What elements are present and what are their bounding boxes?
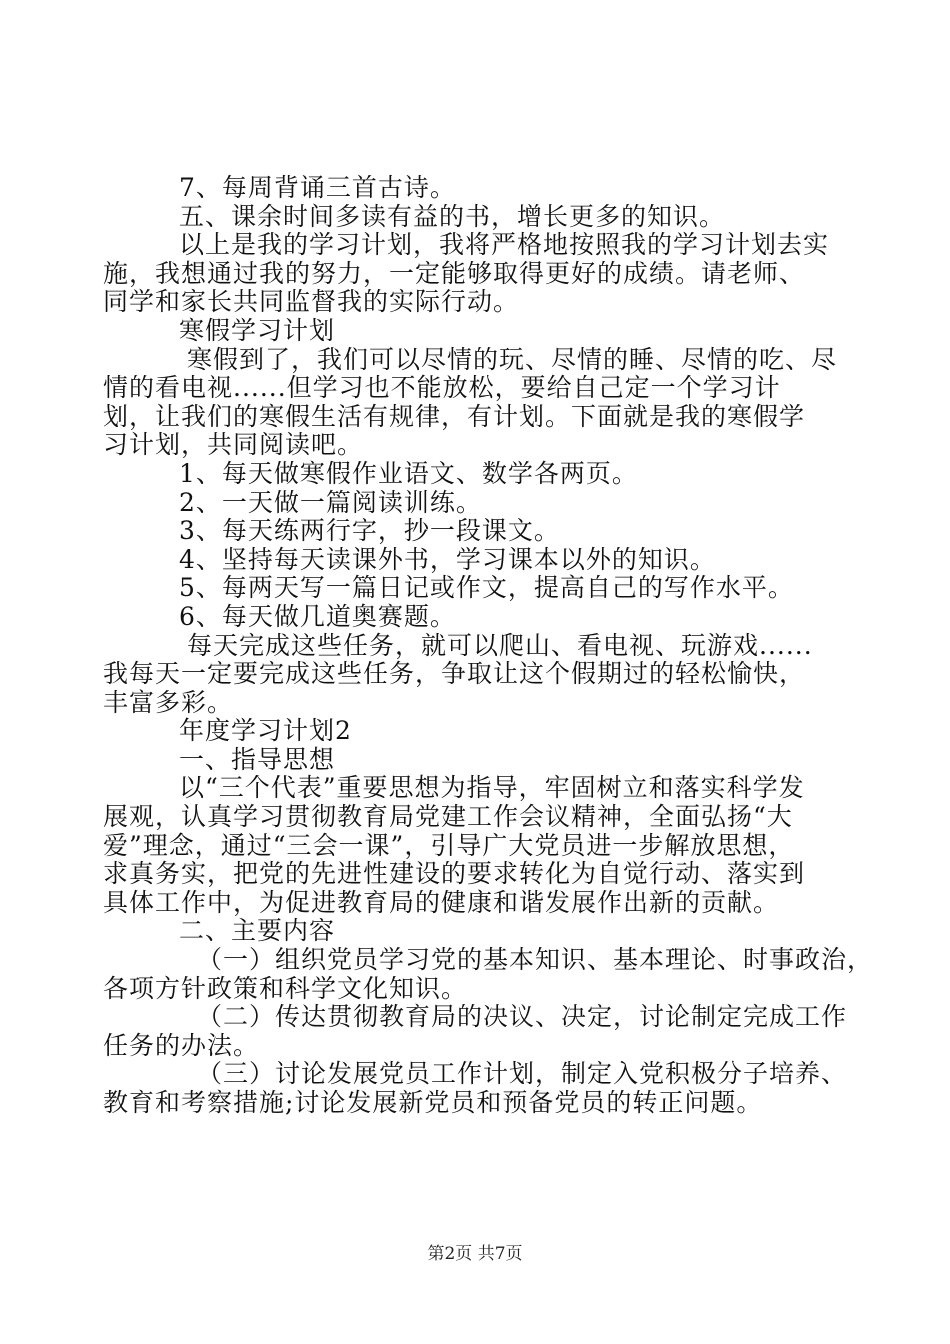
text-line: 习计划，共同阅读吧。 bbox=[103, 430, 364, 460]
text-line: 展观，认真学习贯彻教育局党建工作会议精神，全面弘扬“大 bbox=[103, 802, 793, 832]
text-line: 4、坚持每天读课外书，学习课本以外的知识。 bbox=[179, 544, 716, 574]
document-body bbox=[103, 173, 874, 1118]
text-line: 寒假到了，我们可以尽情的玩、尽情的睡、尽情的吃、尽 bbox=[187, 344, 838, 374]
text-line: 具体工作中，为促进教育局的健康和谐发展作出新的贡献。 bbox=[103, 887, 780, 917]
text-line: 丰富多彩。 bbox=[103, 687, 234, 717]
text-line: 年度学习计划2 bbox=[179, 716, 352, 746]
text-line: 寒假学习计划 bbox=[179, 315, 336, 345]
text-line: 二、主要内容 bbox=[179, 916, 336, 946]
text-line: 5、每两天写一篇日记或作文，提高自己的写作水平。 bbox=[179, 573, 794, 603]
text-line: 教育和考察措施;讨论发展新党员和预备党员的转正问题。 bbox=[103, 1088, 763, 1117]
text-line: （一）组织党员学习党的基本知识、基本理论、时事政治， bbox=[197, 945, 874, 975]
text-line: 求真务实，把党的先进性建设的要求转化为自觉行动、落实到 bbox=[103, 859, 806, 889]
text-line: 任务的办法。 bbox=[103, 1030, 260, 1060]
text-line: （二）传达贯彻教育局的决议、决定，讨论制定完成工作 bbox=[197, 1002, 848, 1032]
text-line: 情的看电视......但学习也不能放松，要给自己定一个学习计 bbox=[103, 373, 781, 403]
text-line: 各项方针政策和科学文化知识。 bbox=[103, 973, 468, 1003]
text-line: 五、课余时间多读有益的书，增长更多的知识。 bbox=[179, 201, 726, 231]
text-line: 以“三个代表”重要思想为指导，牢固树立和落实科学发 bbox=[179, 773, 805, 803]
text-line: 2、一天做一篇阅读训练。 bbox=[179, 487, 482, 517]
text-line: 爱”理念，通过“三会一课”，引导广大党员进一步解放思想， bbox=[103, 830, 795, 860]
text-line: 6、每天做几道奥赛题。 bbox=[179, 601, 456, 631]
text-line: 我每天一定要完成这些任务，争取让这个假期过的轻松愉快， bbox=[103, 659, 806, 689]
text-line: （三）讨论发展党员工作计划，制定入党积极分子培养、 bbox=[197, 1059, 848, 1089]
text-line: 每天完成这些任务，就可以爬山、看电视、玩游戏...... bbox=[187, 630, 813, 660]
text-line: 一、指导思想 bbox=[179, 744, 336, 774]
page-footer: 第2页 共7页 bbox=[427, 1244, 523, 1264]
text-line: 以上是我的学习计划，我将严格地按照我的学习计划去实 bbox=[179, 230, 830, 260]
text-line: 1、每天做寒假作业语文、数学各两页。 bbox=[179, 458, 638, 488]
text-line: 3、每天练两行字，抄一段课文。 bbox=[179, 516, 560, 546]
text-line: 划，让我们的寒假生活有规律，有计划。下面就是我的寒假学 bbox=[103, 401, 806, 431]
text-line: 施，我想通过我的努力，一定能够取得更好的成绩。请老师、 bbox=[103, 258, 806, 288]
text-line: 同学和家长共同监督我的实际行动。 bbox=[103, 287, 520, 317]
text-line: 7、每周背诵三首古诗。 bbox=[179, 173, 456, 202]
